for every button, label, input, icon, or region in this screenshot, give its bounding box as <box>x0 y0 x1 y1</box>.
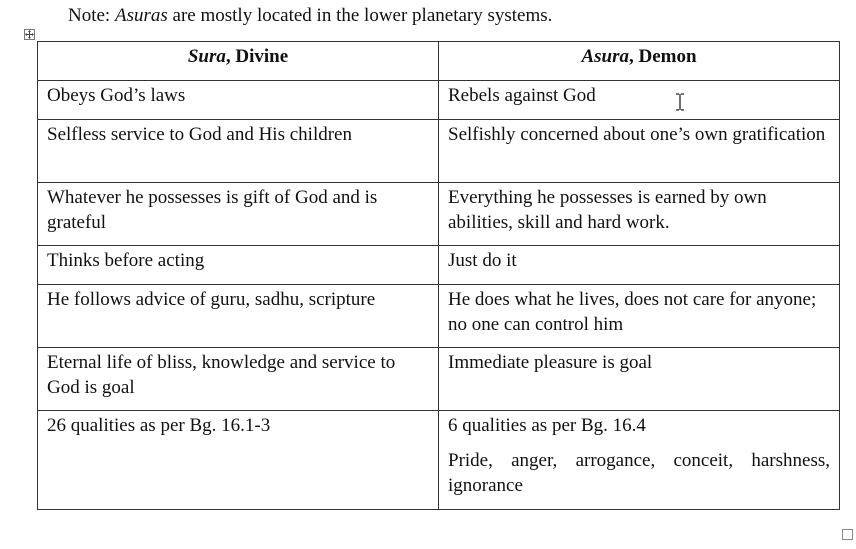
table-row <box>38 183 840 246</box>
asura-cell[interactable]: He does what he lives, does not care for anyone; no one can control him <box>439 285 840 348</box>
note-suffix: are mostly located in the lower planetary systems. <box>167 5 553 26</box>
table-row <box>38 81 840 120</box>
table-row <box>38 348 840 411</box>
sura-cell[interactable]: Obeys God’s laws <box>38 81 439 120</box>
asura-cell-multi[interactable] <box>439 411 840 510</box>
note-term: Asuras <box>114 5 168 26</box>
comparison-table <box>37 41 840 510</box>
note-line <box>68 4 552 28</box>
sura-cell[interactable]: Selfless service to God and His children <box>38 120 439 183</box>
sura-cell[interactable]: Whatever he possesses is gift of God and is grateful <box>38 183 439 246</box>
note-prefix: Note: <box>68 5 115 26</box>
asura-cell[interactable]: Just do it <box>439 246 840 285</box>
text-cursor-icon <box>674 93 686 111</box>
header-asura-term: Asura <box>581 46 629 67</box>
asura-cell[interactable]: Immediate pleasure is goal <box>439 348 840 411</box>
asura-qualities-list: Pride, anger, arrogance, conceit, harshness, ignorance <box>448 450 830 496</box>
table-header-row <box>38 42 840 81</box>
header-asura[interactable] <box>439 42 840 81</box>
header-asura-rest: , Demon <box>628 46 697 67</box>
sura-cell[interactable]: He follows advice of guru, sadhu, scripture <box>38 285 439 348</box>
table-move-handle-icon[interactable] <box>24 29 35 40</box>
table-row <box>38 120 840 183</box>
asura-cell[interactable]: Selfishly concerned about one’s own gratification <box>439 120 840 183</box>
table-row <box>38 411 840 510</box>
asura-cell[interactable]: Everything he possesses is earned by own abilities, skill and hard work. <box>439 183 840 246</box>
table-row <box>38 285 840 348</box>
table-resize-handle-icon[interactable] <box>842 529 853 540</box>
sura-cell[interactable]: 26 qualities as per Bg. 16.1-3 <box>38 411 439 510</box>
sura-cell[interactable]: Eternal life of bliss, knowledge and service to God is goal <box>38 348 439 411</box>
sura-cell[interactable]: Thinks before acting <box>38 246 439 285</box>
header-sura-term: Sura <box>187 46 226 67</box>
asura-cell[interactable]: Rebels against God <box>439 81 840 120</box>
asura-qualities-line: 6 qualities as per Bg. 16.4 <box>448 415 646 436</box>
table-row <box>38 246 840 285</box>
header-sura[interactable] <box>38 42 439 81</box>
header-sura-rest: , Divine <box>225 46 289 67</box>
